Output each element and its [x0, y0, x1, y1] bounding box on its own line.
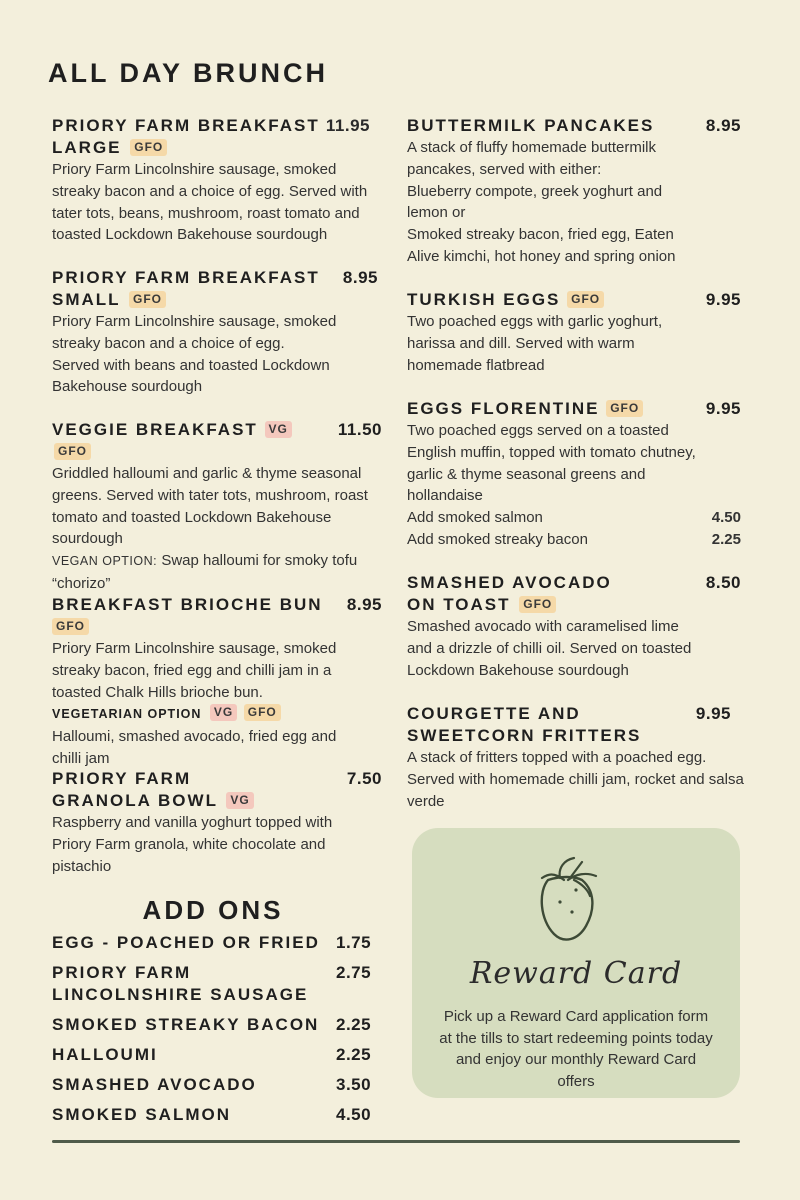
gfo-badge: GFO [244, 704, 281, 721]
item-name: TURKISH EGGS [407, 290, 561, 309]
item-price: 8.95 [705, 116, 741, 135]
item-price: 11.95 [325, 116, 370, 135]
item-description-2: Blueberry compote, greek yoghurt and lemon or [407, 182, 663, 222]
add-ons-title: ADD ONS [142, 895, 284, 925]
item-name: BREAKFAST BRIOCHE BUN [52, 595, 323, 614]
add-on-name: SMOKED STREAKY BACON [52, 1015, 320, 1034]
item-description: Raspberry and vanilla yoghurt topped with Priory Farm granola, white chocolate and pistachio [52, 814, 333, 875]
gfo-badge: GFO [129, 291, 166, 308]
menu-item-granola-bowl [52, 768, 382, 877]
menu-item-brioche-bun [52, 594, 382, 770]
item-price: 7.50 [346, 769, 382, 788]
item-description-3: Smoked streaky bacon, fried egg, Eaten Alive kimchi, hot honey and spring onion [407, 226, 676, 265]
gfo-badge: GFO [567, 291, 604, 308]
vg-badge: VG [265, 421, 292, 438]
vegetarian-option-label: VEGETARIAN OPTION [52, 707, 202, 722]
item-price: 9.95 [705, 290, 741, 309]
menu-item-veggie-breakfast [52, 419, 382, 595]
vg-badge: VG [226, 792, 253, 809]
item-description-2: Served with beans and toasted Lockdown Bakehouse sourdough [52, 356, 330, 396]
add-on-name: SMOKED SALMON [52, 1105, 231, 1124]
gfo-badge: GFO [52, 618, 89, 635]
item-name: PRIORY FARM BREAKFAST [52, 116, 320, 135]
menu-item-breakfast-large [52, 115, 378, 246]
extra-price: 2.25 [711, 530, 741, 548]
menu-item-eggs-florentine [407, 398, 741, 551]
add-on-price: 2.75 [336, 963, 372, 982]
add-on-item [52, 1104, 372, 1126]
vegetarian-option-text: Halloumi, smashed avocado, fried egg and chilli jam [52, 728, 337, 768]
extra-row [407, 507, 741, 529]
item-description: Two poached eggs with garlic yoghurt, harissa and dill. Served with warm homemade flatbread [407, 313, 663, 374]
extra-label: Add smoked salmon [407, 509, 543, 527]
item-name-line2: ON TOAST [407, 595, 511, 614]
item-name: VEGGIE BREAKFAST [52, 420, 258, 439]
menu-item-buttermilk-pancakes [407, 115, 741, 268]
item-price: 8.50 [705, 573, 741, 592]
menu-item-turkish-eggs [407, 289, 741, 376]
menu-item-breakfast-small [52, 267, 378, 398]
extra-label: Add smoked streaky bacon [407, 530, 588, 548]
menu-item-courgette-fritters [407, 703, 744, 812]
gfo-badge: GFO [519, 596, 556, 613]
item-name-line2: SWEETCORN FRITTERS [407, 726, 642, 745]
add-on-name: PRIORY FARM LINCOLNSHIRE SAUSAGE [52, 963, 309, 1004]
add-on-item [52, 1044, 372, 1066]
item-name-line2: LARGE [52, 138, 122, 157]
item-name: PRIORY FARM BREAKFAST [52, 268, 320, 287]
add-on-item [52, 1014, 372, 1036]
item-name-line2: SMALL [52, 290, 121, 309]
page-title: ALL DAY BRUNCH [48, 58, 329, 88]
menu-item-smashed-avocado [407, 572, 741, 681]
item-description: Griddled halloumi and garlic & thyme seasonal greens. Served with tater tots, mushroom, roast tomato and toasted Lockdown Bakehouse sourdough [52, 465, 368, 548]
item-name: EGGS FLORENTINE [407, 399, 600, 418]
item-description: A stack of fritters topped with a poached egg. Served with homemade chilli jam, rocket and salsa verde [407, 749, 744, 810]
add-on-price: 3.50 [336, 1075, 372, 1094]
add-on-name: EGG - POACHED OR FRIED [52, 933, 320, 952]
item-description: Priory Farm Lincolnshire sausage, smoked streaky bacon and a choice of egg. [52, 313, 337, 352]
reward-card-text: Pick up a Reward Card application form at the tills to start redeeming points today and enjoy our monthly Reward Card offers [439, 1008, 713, 1090]
add-on-name: HALLOUMI [52, 1045, 158, 1064]
add-on-price: 2.25 [336, 1045, 372, 1064]
strawberry-icon [530, 850, 610, 950]
item-name-line2: GRANOLA BOWL [52, 791, 218, 810]
item-price: 9.95 [695, 704, 731, 723]
item-price: 8.95 [342, 268, 378, 287]
reward-card-panel [412, 828, 740, 1098]
add-on-price: 1.75 [336, 933, 372, 952]
item-description: A stack of fluffy homemade buttermilk pancakes, served with either: [407, 139, 657, 178]
vegan-option-label: VEGAN OPTION: [52, 554, 158, 569]
reward-card-title: Reward Card [469, 956, 683, 991]
extra-row [407, 529, 741, 551]
item-name: SMASHED AVOCADO [407, 573, 612, 592]
vg-badge: VG [210, 704, 237, 721]
item-price: 9.95 [705, 399, 741, 418]
divider-line [52, 1140, 740, 1143]
add-on-item [52, 1074, 372, 1096]
vegan-option-text: Swap halloumi for smoky tofu “chorizo” [52, 552, 358, 592]
extra-price: 4.50 [711, 509, 741, 527]
item-name: BUTTERMILK PANCAKES [407, 116, 655, 135]
add-on-price: 4.50 [336, 1105, 372, 1124]
item-description: Two poached eggs served on a toasted English muffin, topped with tomato chutney, garlic & thyme seasonal greens and hollandaise [407, 422, 696, 505]
add-on-item [52, 932, 372, 954]
item-description: Priory Farm Lincolnshire sausage, smoked streaky bacon and a choice of egg. Served with tater tots, beans, mushroom, roast tomato and toasted Lockdown Bakehouse sourdough [52, 161, 368, 244]
item-name: PRIORY FARM [52, 769, 192, 788]
add-on-item [52, 962, 372, 1006]
add-on-price: 2.25 [336, 1015, 372, 1034]
add-ons-list [52, 932, 372, 1134]
item-price: 8.95 [346, 595, 382, 614]
item-name: COURGETTE AND [407, 704, 581, 723]
gfo-badge: GFO [606, 400, 643, 417]
gfo-badge: GFO [130, 139, 167, 156]
item-description: Priory Farm Lincolnshire sausage, smoked streaky bacon, fried egg and chilli jam in a toasted Chalk Hills brioche bun. [52, 640, 337, 701]
gfo-badge: GFO [54, 443, 91, 460]
add-on-name: SMASHED AVOCADO [52, 1075, 257, 1094]
item-description: Smashed avocado with caramelised lime and a drizzle of chilli oil. Served on toasted Lockdown Bakehouse sourdough [407, 618, 692, 679]
item-price: 11.50 [337, 420, 382, 439]
